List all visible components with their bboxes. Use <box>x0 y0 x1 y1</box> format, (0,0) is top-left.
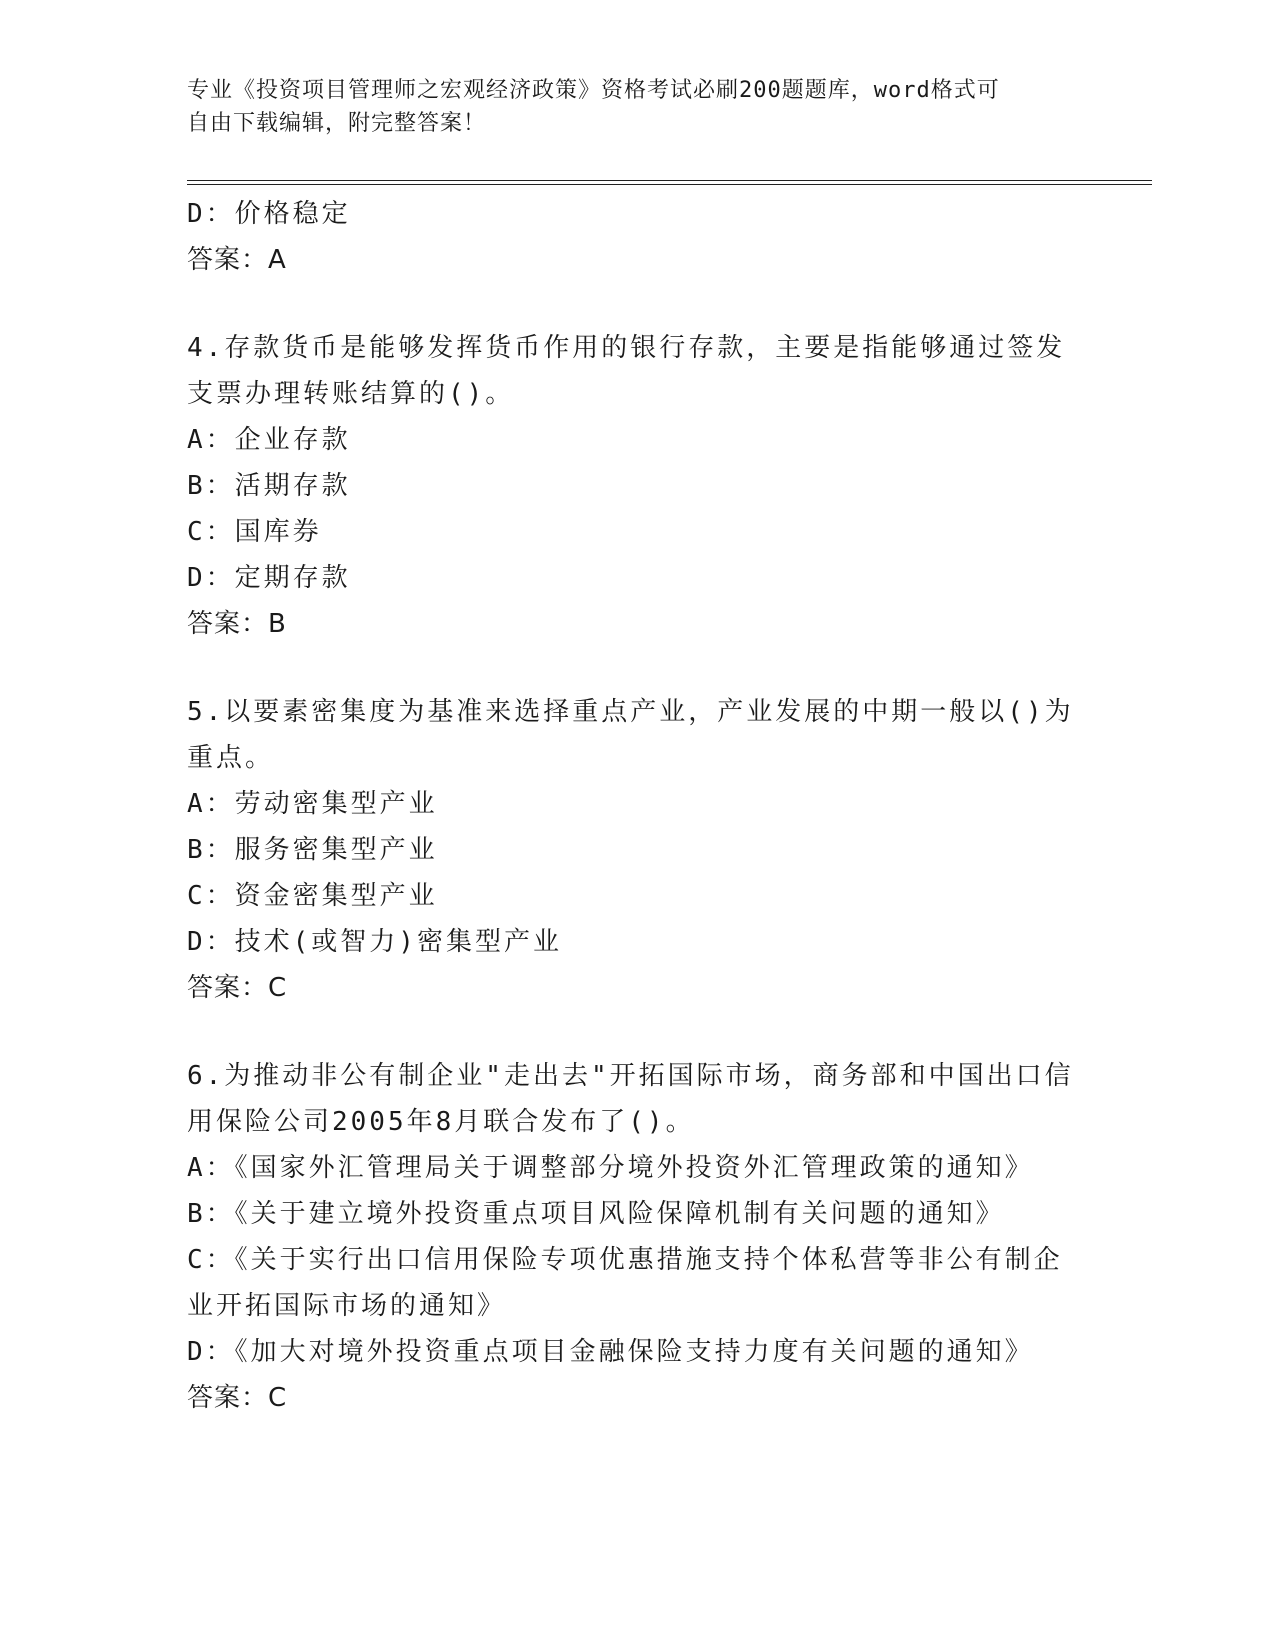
document-header <box>187 74 1067 140</box>
question-stem: 4.存款货币是能够发挥货币作用的银行存款，主要是指能够通过签发 <box>187 333 1066 363</box>
option-c: C：《关于实行出口信用保险专项优惠措施支持个体私营等非公有制企 <box>187 1245 1063 1275</box>
spacer <box>187 1011 1087 1053</box>
question-stem: 6.为推动非公有制企业"走出去"开拓国际市场，商务部和中国出口信 <box>187 1061 1074 1091</box>
answer: 答案：B <box>187 609 287 639</box>
header-divider-bottom <box>187 184 1152 185</box>
option-b: B：活期存款 <box>187 471 351 501</box>
answer: 答案：A <box>187 245 287 275</box>
question-6 <box>187 1053 1087 1421</box>
option-c: C：资金密集型产业 <box>187 881 438 911</box>
header-line-2: 自由下载编辑，附完整答案！ <box>187 111 487 136</box>
question-stem: 重点。 <box>187 743 275 773</box>
option-b: B：服务密集型产业 <box>187 835 438 865</box>
header-line-1: 专业《投资项目管理师之宏观经济政策》资格考试必刷200题题库，word格式可 <box>187 78 1000 103</box>
option-c-continued: 业开拓国际市场的通知》 <box>187 1291 507 1321</box>
question-4 <box>187 325 1087 647</box>
option-a: A：企业存款 <box>187 425 351 455</box>
option-a: A：《国家外汇管理局关于调整部分境外投资外汇管理政策的通知》 <box>187 1153 1034 1183</box>
option-d: D：技术(或智力)密集型产业 <box>187 927 562 957</box>
option-c: C：国库券 <box>187 517 322 547</box>
spacer <box>187 283 1087 325</box>
header-divider-top <box>187 180 1152 181</box>
question-stem: 支票办理转账结算的()。 <box>187 379 515 409</box>
spacer <box>187 647 1087 689</box>
question-5 <box>187 689 1087 1011</box>
question-3-fragment <box>187 191 1087 283</box>
question-stem: 5.以要素密集度为基准来选择重点产业，产业发展的中期一般以()为 <box>187 697 1074 727</box>
question-list <box>187 191 1087 1421</box>
answer: 答案：C <box>187 973 288 1003</box>
option-d: D：定期存款 <box>187 563 351 593</box>
answer: 答案：C <box>187 1383 288 1413</box>
option-d: D：价格稳定 <box>187 199 351 229</box>
option-d: D：《加大对境外投资重点项目金融保险支持力度有关问题的通知》 <box>187 1337 1034 1367</box>
question-stem: 用保险公司2005年8月联合发布了()。 <box>187 1107 695 1137</box>
option-a: A：劳动密集型产业 <box>187 789 438 819</box>
option-b: B：《关于建立境外投资重点项目风险保障机制有关问题的通知》 <box>187 1199 1005 1229</box>
